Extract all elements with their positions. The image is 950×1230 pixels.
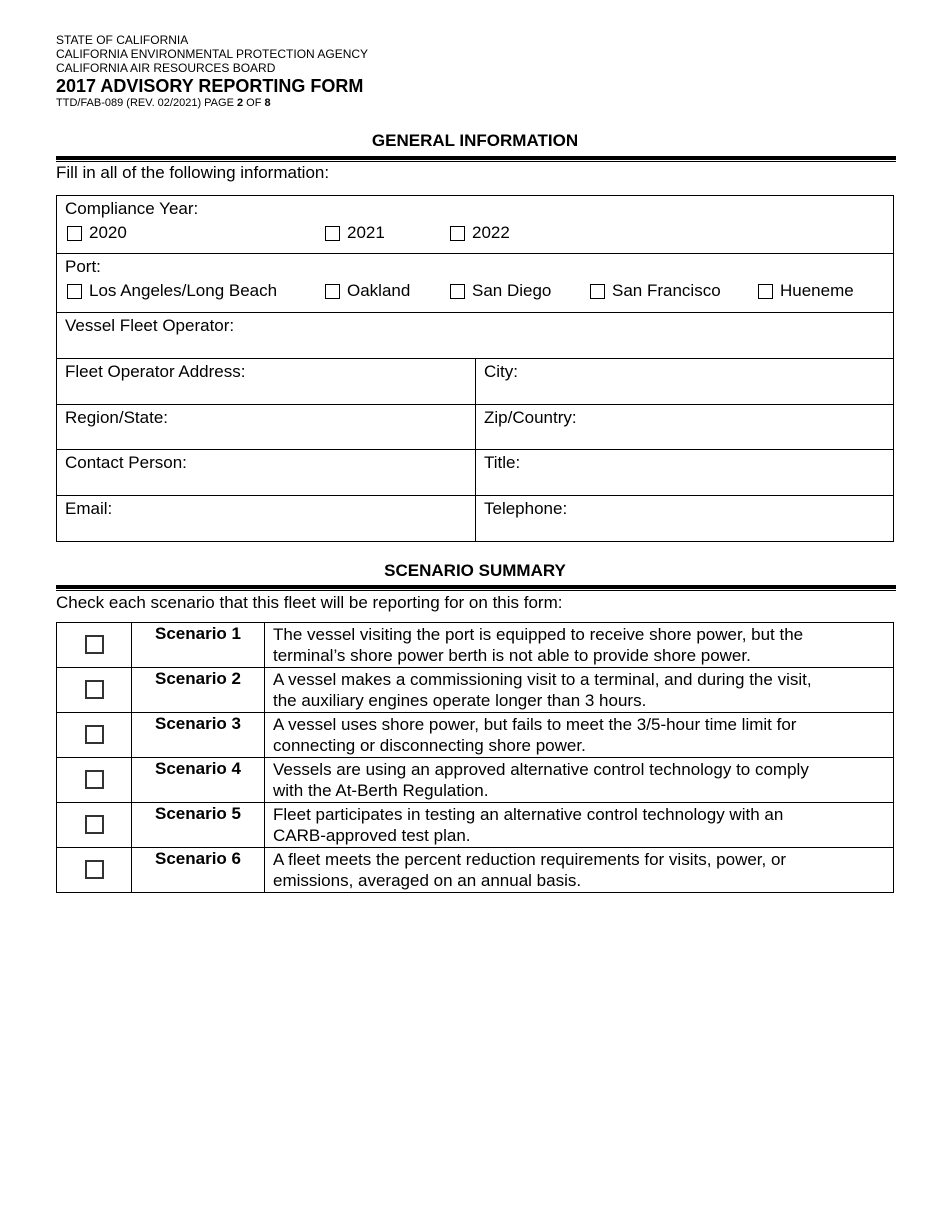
page-current: 2 bbox=[236, 97, 244, 109]
general-rule bbox=[56, 156, 896, 162]
port-la-label: Los Angeles/Long Beach bbox=[89, 281, 278, 300]
scenario-description bbox=[265, 758, 894, 803]
table-row bbox=[57, 848, 894, 893]
scenario-description bbox=[265, 803, 894, 848]
scenario-description-line: A vessel makes a commissioning visit to a terminal, and during the visit, bbox=[273, 670, 812, 689]
checkbox[interactable] bbox=[758, 284, 773, 299]
scenario-name: Scenario 2 bbox=[132, 668, 265, 713]
scenario-description-line: The vessel visiting the port is equipped to receive shore power, but the bbox=[273, 625, 804, 644]
contact-person-label: Contact Person: bbox=[65, 453, 187, 472]
contact-person-field[interactable] bbox=[57, 450, 476, 495]
scenario-name: Scenario 4 bbox=[132, 758, 265, 803]
general-information-box bbox=[56, 195, 894, 542]
port-hueneme-label: Hueneme bbox=[780, 281, 854, 300]
agency-line: CALIFORNIA ENVIRONMENTAL PROTECTION AGENCY bbox=[56, 47, 369, 61]
contact-title-row bbox=[57, 450, 893, 496]
scenario-rule bbox=[56, 585, 896, 591]
scenario-description bbox=[265, 623, 894, 668]
zip-country-field[interactable] bbox=[476, 405, 893, 449]
checkbox[interactable] bbox=[450, 284, 465, 299]
scenario-3-checkbox-cell bbox=[57, 713, 132, 758]
scenario-name: Scenario 3 bbox=[132, 713, 265, 758]
scenario-5-checkbox[interactable] bbox=[85, 815, 104, 834]
year-option-2021[interactable] bbox=[325, 223, 385, 243]
port-option-hueneme[interactable] bbox=[758, 281, 854, 301]
region-state-label: Region/State: bbox=[65, 408, 169, 427]
scenario-description bbox=[265, 848, 894, 893]
form-header bbox=[56, 33, 368, 110]
scenario-description-line: connecting or disconnecting shore power. bbox=[273, 736, 586, 755]
telephone-label: Telephone: bbox=[484, 499, 568, 518]
email-label: Email: bbox=[65, 499, 113, 518]
scenario-1-checkbox-cell bbox=[57, 623, 132, 668]
scenario-description-line: Vessels are using an approved alternative control technology to comply bbox=[273, 760, 809, 779]
form-id bbox=[56, 97, 368, 110]
region-state-field[interactable] bbox=[57, 405, 476, 449]
year-option-2022[interactable] bbox=[450, 223, 510, 243]
general-instruction: Fill in all of the following information: bbox=[56, 163, 330, 182]
port-options bbox=[65, 281, 885, 301]
scenario-description-line: A vessel uses shore power, but fails to meet the 3/5-hour time limit for bbox=[273, 715, 797, 734]
checkbox[interactable] bbox=[325, 284, 340, 299]
scenario-description-line: Fleet participates in testing an alternative control technology with an bbox=[273, 805, 784, 824]
scenario-description bbox=[265, 668, 894, 713]
scenario-2-checkbox[interactable] bbox=[85, 680, 104, 699]
scenario-description bbox=[265, 713, 894, 758]
compliance-year-row bbox=[57, 196, 893, 254]
general-information-title: GENERAL INFORMATION bbox=[371, 131, 579, 150]
port-label: Port: bbox=[65, 257, 101, 276]
checkbox[interactable] bbox=[67, 226, 82, 241]
fleet-operator-address-label: Fleet Operator Address: bbox=[65, 362, 246, 381]
scenario-4-checkbox-cell bbox=[57, 758, 132, 803]
city-field[interactable] bbox=[476, 359, 893, 404]
compliance-year-label: Compliance Year: bbox=[65, 199, 199, 218]
scenario-description-line: the auxiliary engines operate longer than 3 hours. bbox=[273, 691, 647, 710]
city-label: City: bbox=[484, 362, 518, 381]
state-line: STATE OF CALIFORNIA bbox=[56, 33, 189, 47]
year-2022-label: 2022 bbox=[472, 223, 510, 242]
port-option-los-angeles[interactable] bbox=[67, 281, 277, 301]
page-total: 8 bbox=[264, 97, 271, 109]
scenario-1-checkbox[interactable] bbox=[85, 635, 104, 654]
year-2020-label: 2020 bbox=[89, 223, 127, 242]
checkbox[interactable] bbox=[67, 284, 82, 299]
scenario-2-checkbox-cell bbox=[57, 668, 132, 713]
region-zip-row bbox=[57, 405, 893, 450]
checkbox[interactable] bbox=[590, 284, 605, 299]
title-label: Title: bbox=[484, 453, 521, 472]
zip-country-label: Zip/Country: bbox=[484, 408, 577, 427]
scenario-5-checkbox-cell bbox=[57, 803, 132, 848]
port-option-oakland[interactable] bbox=[325, 281, 410, 301]
scenario-instruction: Check each scenario that this fleet will be reporting for on this form: bbox=[56, 593, 563, 612]
year-2021-label: 2021 bbox=[347, 223, 385, 242]
scenario-4-checkbox[interactable] bbox=[85, 770, 104, 789]
table-row bbox=[57, 668, 894, 713]
page-of: OF bbox=[243, 97, 265, 109]
telephone-field[interactable] bbox=[476, 496, 893, 541]
scenario-6-checkbox-cell bbox=[57, 848, 132, 893]
port-option-san-francisco[interactable] bbox=[590, 281, 721, 301]
scenario-name: Scenario 5 bbox=[132, 803, 265, 848]
checkbox[interactable] bbox=[450, 226, 465, 241]
fleet-operator-address-field[interactable] bbox=[57, 359, 476, 404]
compliance-year-options bbox=[65, 223, 885, 243]
email-field[interactable] bbox=[57, 496, 476, 541]
scenario-table bbox=[56, 622, 894, 893]
scenario-6-checkbox[interactable] bbox=[85, 860, 104, 879]
scenario-summary-title: SCENARIO SUMMARY bbox=[384, 561, 566, 580]
scenario-name: Scenario 1 bbox=[132, 623, 265, 668]
scenario-name: Scenario 6 bbox=[132, 848, 265, 893]
scenario-description-line: A fleet meets the percent reduction requirements for visits, power, or bbox=[273, 850, 787, 869]
form-id-prefix: TTD/FAB-089 (REV. 02/2021) PAGE bbox=[56, 97, 237, 109]
scenario-description-line: emissions, averaged on an annual basis. bbox=[273, 871, 582, 890]
title-field[interactable] bbox=[476, 450, 893, 495]
vessel-fleet-operator-label: Vessel Fleet Operator: bbox=[65, 316, 235, 335]
scenario-description-line: with the At-Berth Regulation. bbox=[273, 781, 489, 800]
table-row bbox=[57, 803, 894, 848]
table-row bbox=[57, 758, 894, 803]
port-san-francisco-label: San Francisco bbox=[612, 281, 721, 300]
year-option-2020[interactable] bbox=[67, 223, 127, 243]
vessel-fleet-operator-field[interactable] bbox=[57, 313, 893, 359]
checkbox[interactable] bbox=[325, 226, 340, 241]
table-row bbox=[57, 623, 894, 668]
address-city-row bbox=[57, 359, 893, 405]
scenario-description-line: terminal’s shore power berth is not able to provide shore power. bbox=[273, 646, 751, 665]
scenario-3-checkbox[interactable] bbox=[85, 725, 104, 744]
port-oakland-label: Oakland bbox=[347, 281, 411, 300]
port-san-diego-label: San Diego bbox=[472, 281, 552, 300]
port-row bbox=[57, 254, 893, 313]
port-option-san-diego[interactable] bbox=[450, 281, 551, 301]
email-telephone-row bbox=[57, 496, 893, 541]
scenario-description-line: CARB-approved test plan. bbox=[273, 826, 471, 845]
board-line: CALIFORNIA AIR RESOURCES BOARD bbox=[56, 61, 276, 75]
form-title: 2017 ADVISORY REPORTING FORM bbox=[56, 76, 364, 96]
table-row bbox=[57, 713, 894, 758]
